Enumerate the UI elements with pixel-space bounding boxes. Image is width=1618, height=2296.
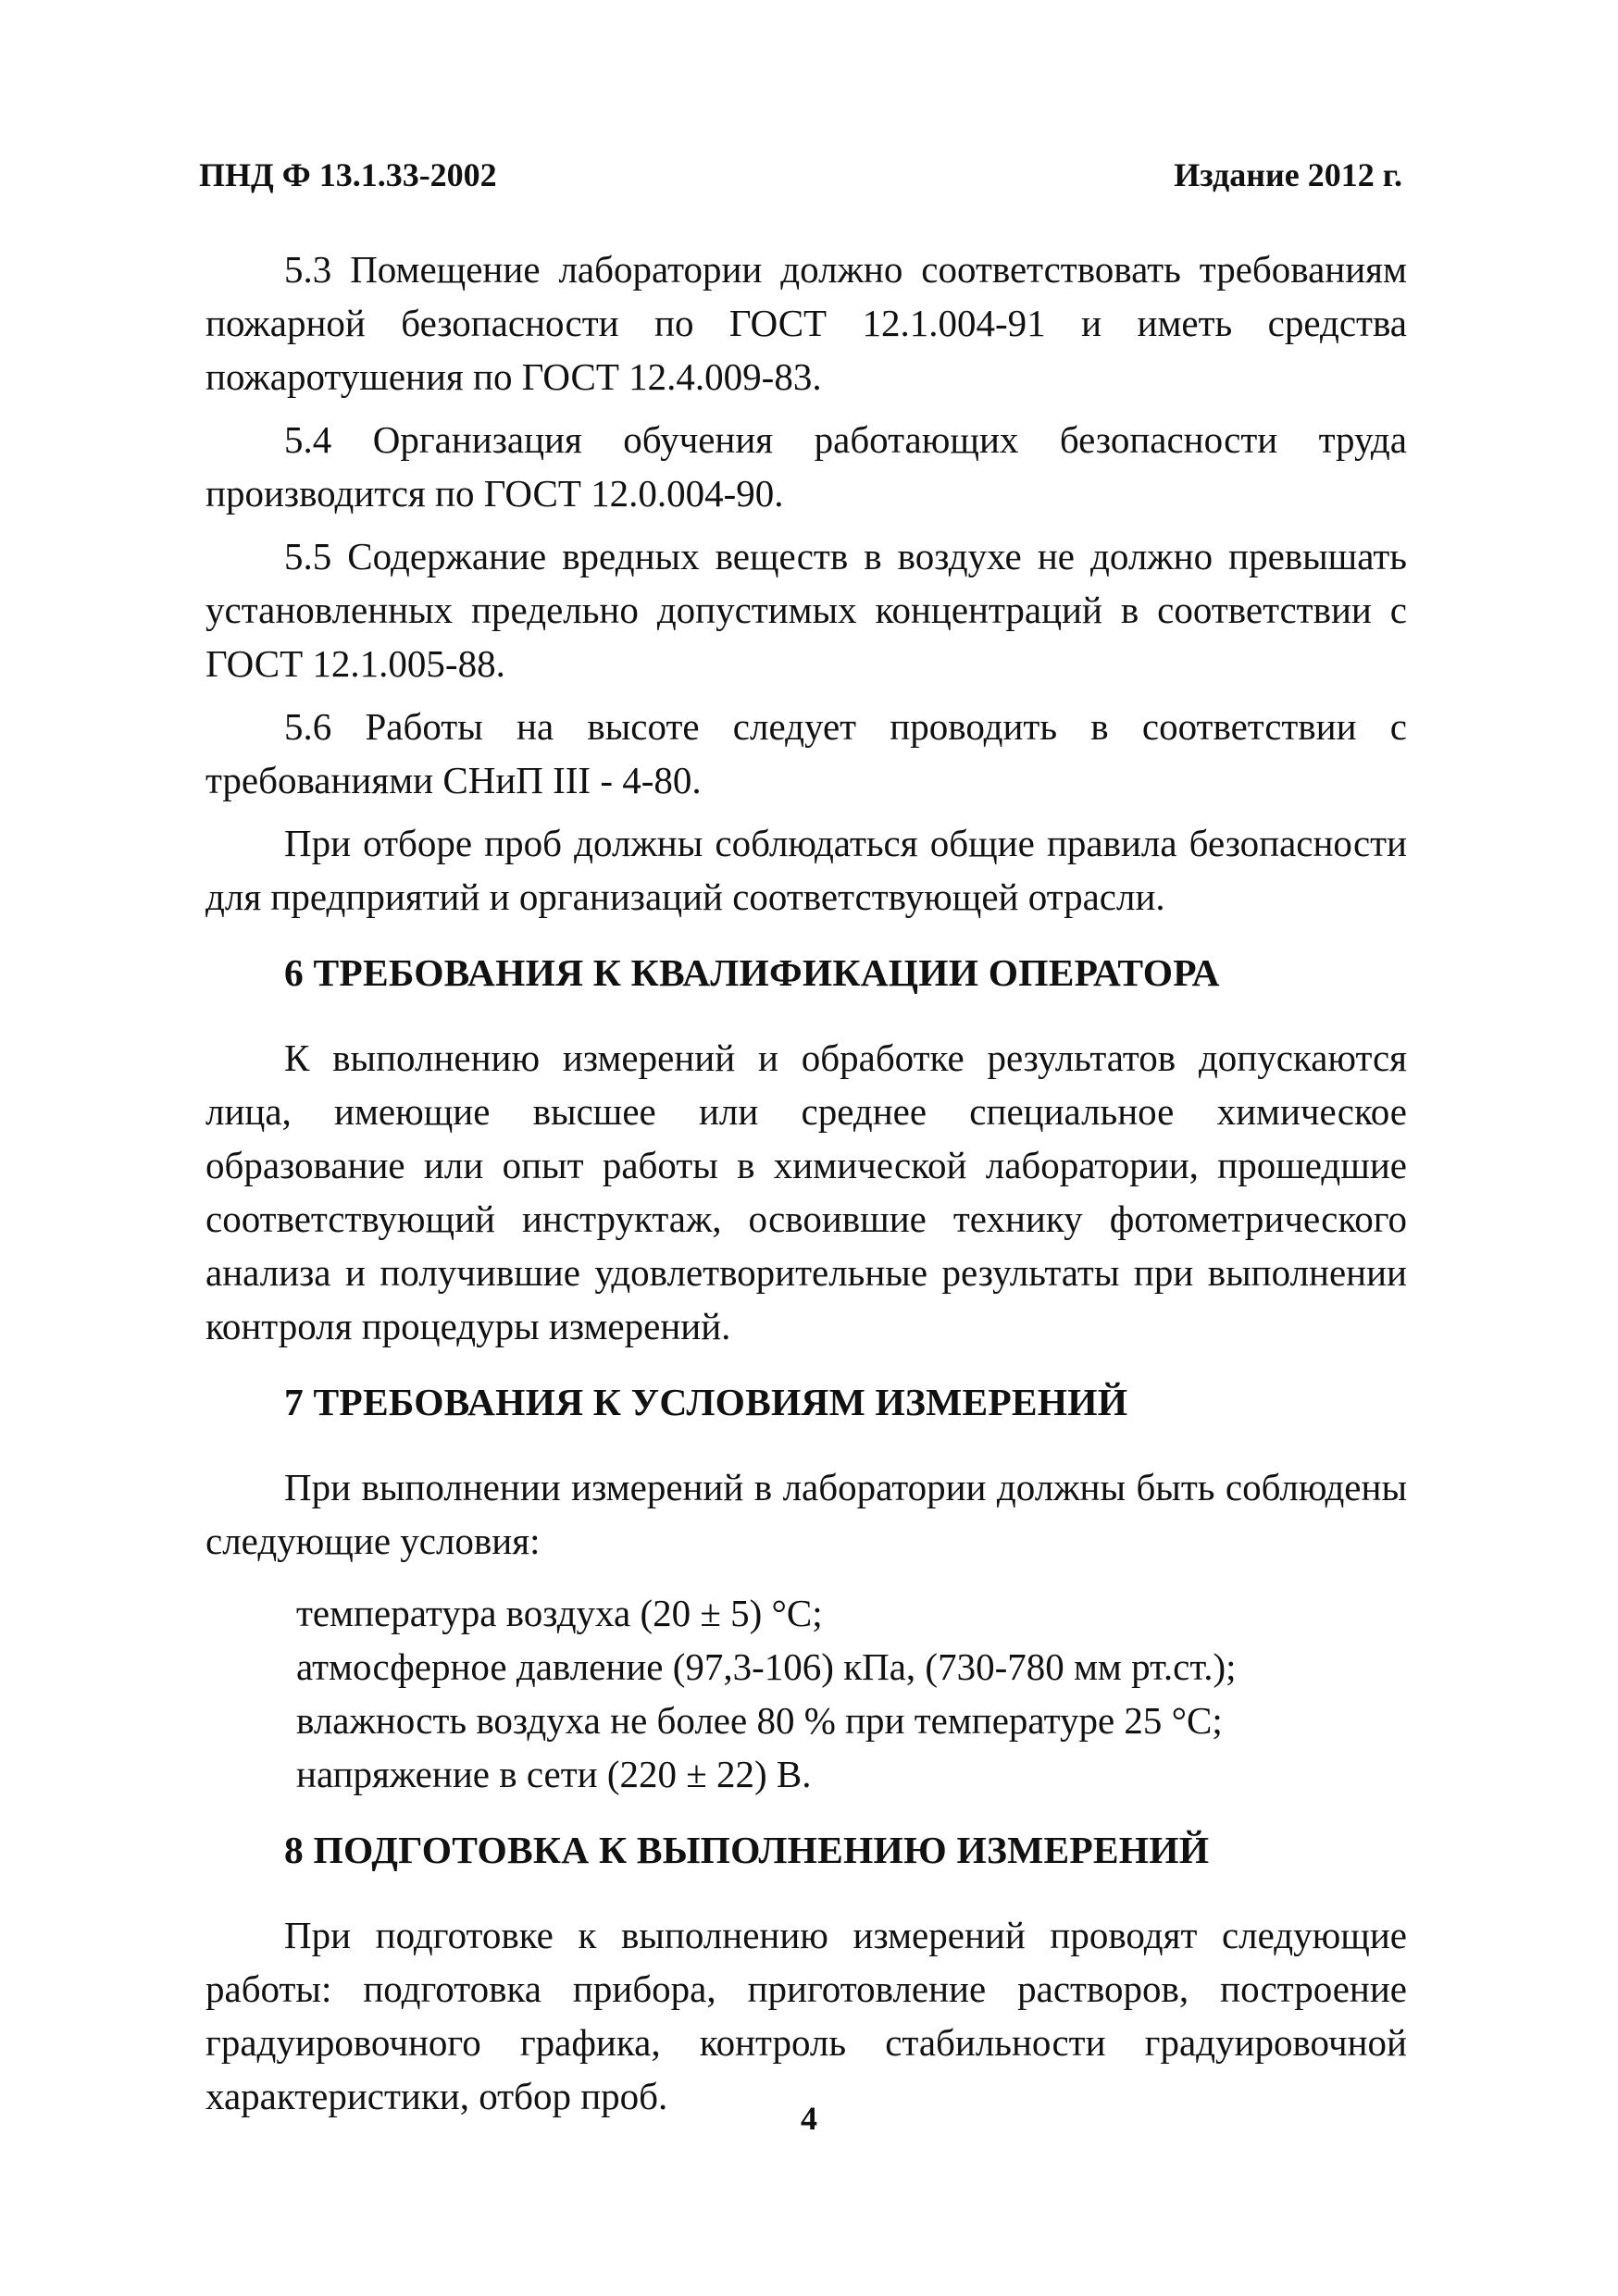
section-7-intro: При выполнении измерений в лаборатории должны быть соблюдены следующие условия:	[205, 1466, 1407, 1562]
page-header	[199, 155, 1402, 202]
condition-temperature: температура воздуха (20 ± 5) °С;	[296, 1592, 823, 1634]
section-6-text: К выполнению измерений и обработке результатов допускаются лица, имеющие высшее или среднее специальное химическое образование или опыт работы в химической лаборатории, прошедшие соответствующий инструктаж, освоившие технику фотометрического анализа и получившие удовлетворительные результаты при выполнении контроля процедуры измерений.	[205, 1036, 1407, 1347]
section-7-heading: 7 ТРЕБОВАНИЯ К УСЛОВИЯМ ИЗМЕРЕНИЙ	[284, 1381, 1128, 1423]
conditions-list	[205, 1586, 1407, 1801]
paragraph-5-6: 5.6 Работы на высоте следует проводить в соответствии с требованиями СНиП III - 4-80.	[205, 705, 1407, 801]
section-6-heading: 6 ТРЕБОВАНИЯ К КВАЛИФИКАЦИИ ОПЕРАТОРА	[284, 951, 1220, 994]
edition-label: Издание 2012 г.	[1174, 156, 1402, 193]
section-8-heading: 8 ПОДГОТОВКА К ВЫПОЛНЕНИЮ ИЗМЕРЕНИЙ	[284, 1829, 1210, 1871]
condition-humidity: влажность воздуха не более 80 % при температуре 25 °С;	[296, 1699, 1223, 1742]
paragraph-5-5: 5.5 Содержание вредных веществ в воздухе не должно превышать установленных предельно допустимых концентраций в соответствии с ГОСТ 12.1.005-88.	[205, 535, 1407, 685]
condition-pressure: атмосферное давление (97,3-106) кПа, (730-780 мм рт.ст.);	[296, 1645, 1237, 1688]
page-number: 4	[801, 2100, 817, 2137]
paragraph-sampling-safety: При отборе проб должны соблюдаться общие правила безопасности для предприятий и организаций соответствующей отрасли.	[205, 822, 1407, 918]
page-content	[205, 242, 1407, 2132]
section-8-text: При подготовке к выполнению измерений проводят следующие работы: подготовка прибора, приготовление растворов, построение градуировочного графика, контроль стабильности градуировочной характеристики, отбор проб.	[205, 1914, 1407, 2117]
paragraph-5-3: 5.3 Помещение лаборатории должно соответствовать требованиям пожарной безопасности по ГОСТ 12.1.004-91 и иметь средства пожаротушения по ГОСТ 12.4.009-83.	[205, 248, 1407, 398]
condition-voltage: напряжение в сети (220 ± 22) В.	[296, 1753, 812, 1795]
document-code: ПНД Ф 13.1.33-2002	[199, 156, 497, 193]
paragraph-5-4: 5.4 Организация обучения работающих безопасности труда производится по ГОСТ 12.0.004-90.	[205, 418, 1407, 515]
